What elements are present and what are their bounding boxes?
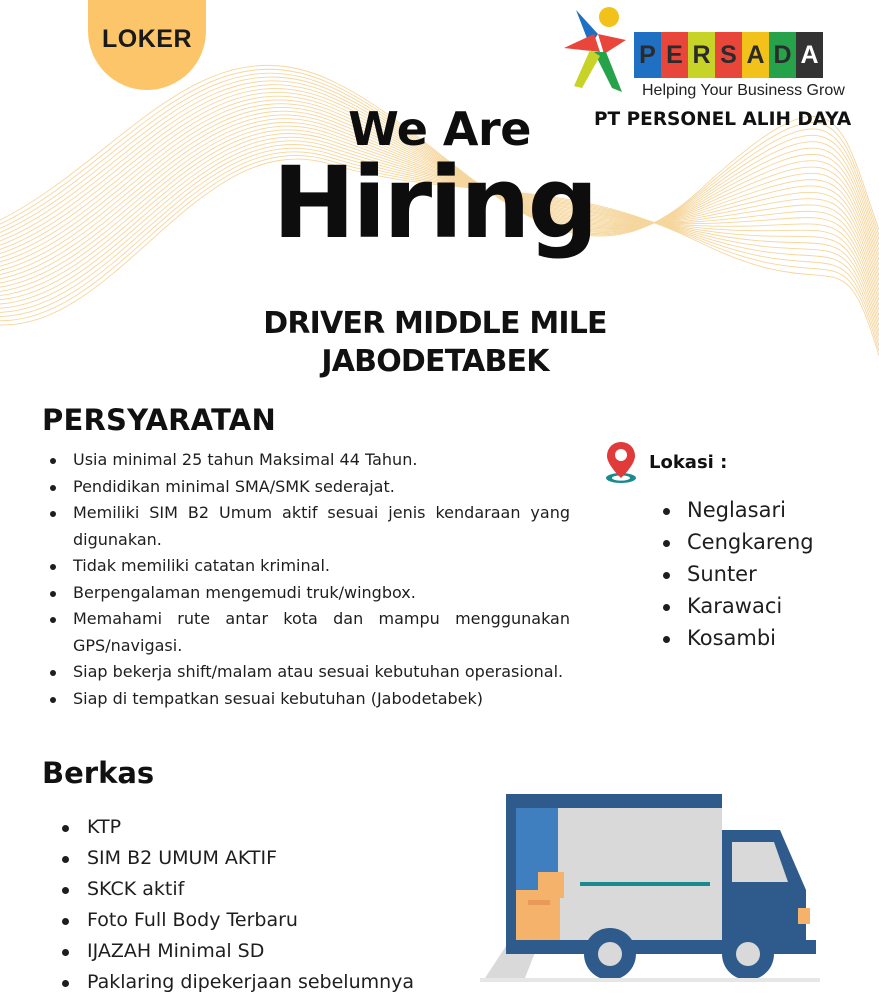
location-item: Kosambi: [662, 622, 814, 654]
headline-we-are: We Are: [348, 102, 531, 156]
logo-letter: D: [769, 32, 796, 78]
location-item: Karawaci: [662, 590, 814, 622]
document-item: SIM B2 UMUM AKTIF: [62, 843, 414, 874]
persada-wordmark: [634, 32, 823, 78]
requirement-item: Memiliki SIM B2 Umum aktif sesuai jenis kendaraan yang digunakan.: [48, 500, 570, 553]
documents-title: Berkas: [42, 756, 155, 790]
requirement-item: Usia minimal 25 tahun Maksimal 44 Tahun.: [48, 447, 570, 474]
logo-letter: E: [661, 32, 688, 78]
logo-letter: A: [796, 32, 823, 78]
job-title: DRIVER MIDDLE MILE: [263, 306, 607, 341]
truck-illustration: [480, 790, 820, 990]
loker-label: LOKER: [102, 25, 192, 53]
logo-letter: R: [688, 32, 715, 78]
location-header: [603, 440, 727, 484]
requirement-item: Memahami rute antar kota dan mampu menggunakan GPS/navigasi.: [48, 606, 570, 659]
requirement-item: Siap bekerja shift/malam atau sesuai kebutuhan operasional.: [48, 659, 570, 686]
document-item: IJAZAH Minimal SD: [62, 936, 414, 967]
document-item: Paklaring dipekerjaan sebelumnya: [62, 967, 414, 998]
documents-list: [62, 812, 414, 998]
document-item: SKCK aktif: [62, 874, 414, 905]
company-name: PT PERSONEL ALIH DAYA: [594, 109, 852, 130]
location-item: Sunter: [662, 558, 814, 590]
requirement-item: Pendidikan minimal SMA/SMK sederajat.: [48, 474, 570, 501]
requirement-item: Berpengalaman mengemudi truk/wingbox.: [48, 580, 570, 607]
map-pin-icon: [603, 440, 639, 484]
requirements-title: PERSYARATAN: [42, 403, 276, 437]
headline-hiring: Hiring: [272, 146, 596, 261]
location-list: [662, 494, 814, 654]
location-item: Neglasari: [662, 494, 814, 526]
requirements-list: [48, 447, 570, 712]
document-item: Foto Full Body Terbaru: [62, 905, 414, 936]
requirement-item: Tidak memiliki catatan kriminal.: [48, 553, 570, 580]
persada-figure-icon: [560, 4, 635, 96]
document-item: KTP: [62, 812, 414, 843]
location-label: Lokasi :: [649, 451, 728, 473]
requirement-item: Siap di tempatkan sesuai kebutuhan (Jabodetabek): [48, 686, 570, 713]
logo-letter: A: [742, 32, 769, 78]
job-position: [0, 305, 870, 381]
job-region: JABODETABEK: [321, 344, 549, 379]
logo-tagline: Helping Your Business Grow: [642, 82, 845, 99]
location-item: Cengkareng: [662, 526, 814, 558]
logo-letter: P: [634, 32, 661, 78]
logo-letter: S: [715, 32, 742, 78]
